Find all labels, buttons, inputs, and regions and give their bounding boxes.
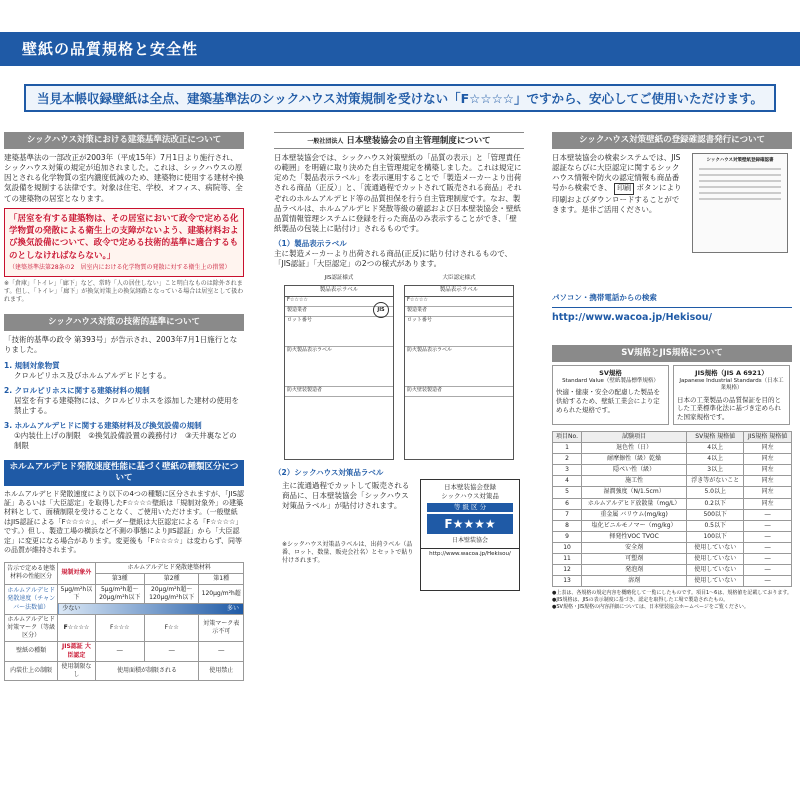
cell: 同左 <box>744 443 792 454</box>
registration-area <box>552 153 792 257</box>
mark-cell: F☆☆☆ <box>95 615 144 642</box>
table-corner: 告示で定める建築材料の性能区分 <box>5 562 58 584</box>
cell: 施工性 <box>582 476 687 487</box>
regulation-item <box>4 386 244 416</box>
table-col-excluded: 規制対象外 <box>58 562 95 584</box>
registration-doc-image <box>692 153 788 253</box>
cell: 使用していない <box>687 576 744 587</box>
card-title: 製品表示ラベル <box>285 286 393 296</box>
cell: 使用していない <box>687 553 744 564</box>
cell: 4以上 <box>687 443 744 454</box>
table-row <box>5 642 244 661</box>
table-row <box>553 553 792 564</box>
table-row <box>553 465 792 476</box>
row-label-type: 壁紙の種類 <box>5 642 58 661</box>
classification-table <box>4 562 244 681</box>
classification-body: ホルムアルデヒド発散速度により以下の4つの種類に区分されますが、「JIS認証」あるいは「大臣認定」を取得したF☆☆☆☆壁紙は「規制対象外」の建築材料として、面積制限を受けることなく、ご使用いただけます。（一般壁紙はJIS認証による「F☆☆☆☆」、ボーダー壁紙は大臣認定による「F☆☆☆☆」です。）但し、製造工場の横浜など不測の事態によりJIS認証」から「大臣認定」に変更になる場合があります。変更後も「F☆☆☆☆」は変わらず、同等の品質が維持されます。 <box>4 489 244 555</box>
sv-jis-table <box>552 431 792 587</box>
cell: 耐摩擦性（級）乾燥 <box>582 454 687 465</box>
card-row: 製造業者 <box>285 307 393 317</box>
jis-box <box>673 365 790 425</box>
mark-cell: F☆☆☆☆ <box>58 615 95 642</box>
type-cell: ― <box>144 642 198 661</box>
regulation-item-body: クロルピリホス及びホルムアルデヒドとする。 <box>14 370 171 380</box>
card-row: 防火壁装製造者 <box>405 387 513 397</box>
right-column <box>552 132 792 611</box>
search-label: パソコン・携帯電話からの検索 <box>552 293 657 302</box>
regulation-item <box>4 421 244 451</box>
table-row <box>553 520 792 531</box>
search-url-link[interactable]: http://www.wacoa.jp/Hekisou/ <box>552 312 712 324</box>
less-label: 少ない <box>62 605 81 613</box>
jis-sub: Japanese Industrial Standards（日本工業規格） <box>679 377 784 392</box>
regulation-item-body: 居室を有する建築物には、クロルピリホスを添加した建材の使用を禁止する。 <box>14 395 239 415</box>
sv-sub: Standard Value（壁紙製品標準規格） <box>562 377 659 384</box>
cell: ― <box>744 576 792 587</box>
mark-cell: F☆☆ <box>144 615 198 642</box>
doc-title: シックハウス対策壁紙登録確認書 <box>706 158 774 163</box>
table-row <box>553 509 792 520</box>
table-row <box>553 443 792 454</box>
table-col-class2: 第2種 <box>144 573 198 584</box>
table-row <box>553 476 792 487</box>
regulation-item-title: 3. ホルムアルデヒドに関する建築材料及び換気設備の規制 <box>4 421 202 431</box>
sv-head: SV規格 <box>599 368 622 377</box>
regulation-item <box>4 361 244 381</box>
cell: 塩化ビニルモノマー（mg/kg） <box>582 520 687 531</box>
note-line: ●上表は、各規格の規定内容を概略化して一覧にしたものです。項目1～6は、規格値を記載しております。 <box>552 590 792 597</box>
table-row <box>553 454 792 465</box>
rate-cell: 5μg/m²h超～20μg/m²h以下 <box>95 584 144 603</box>
cell: ― <box>744 553 792 564</box>
card-row: 防火製品表示ラベル <box>405 347 513 387</box>
sickhouse-label-sample <box>420 479 520 591</box>
cell: 4以上 <box>687 454 744 465</box>
table-row <box>553 576 792 587</box>
cell: 3以上 <box>687 465 744 476</box>
rate-cell: 20μg/m²h超～120μg/m²h以下 <box>144 584 198 603</box>
row-label-mark: ホルムアルデヒド対策マーク（等級区分） <box>5 615 58 642</box>
section-law-revision-title: シックハウス対策における建築基準法改正について <box>4 132 244 149</box>
sickhouse-label-body: 主に流通過程でカットして販売される商品に、日本壁装協会「シックハウス対策品ラベル」が貼付けされます。 <box>282 480 410 510</box>
type-cell: ― <box>199 642 244 661</box>
regulation-item-title: 1. 規制対象物質 <box>4 360 60 370</box>
cell: 11 <box>553 553 582 564</box>
cell: 安全剤 <box>582 542 687 553</box>
type-cell: JIS認証 大臣認定 <box>58 642 95 661</box>
table-row <box>553 498 792 509</box>
cell: 100以下 <box>687 531 744 542</box>
card-row: ロット番号 <box>405 317 513 347</box>
mark-cell: 対策マーク表示不可 <box>199 615 244 642</box>
th-sv: SV規格 規格値 <box>687 431 744 442</box>
jis-body: 日本の工業製品の品質保証を目的とした工業標準化法に基づき定められた国家規格です。 <box>677 395 781 422</box>
section-registration-title: シックハウス対策壁紙の登録確認書発行について <box>552 132 792 149</box>
banner-text: 当見本帳収録壁紙は全点、建築基準法のシックハウス対策規制を受けない「F☆☆☆☆」ですから、安心してご使用いただけます。 <box>37 91 763 106</box>
section-sv-jis-title: SV規格とJIS規格について <box>552 345 792 362</box>
section-classification-title: ホルムアルデヒド発散速度性能に基づく壁紙の種類区分について <box>4 460 244 486</box>
page-title-bar <box>0 32 800 66</box>
cell: 7 <box>553 509 582 520</box>
law-revision-body: 建築基準法の一部改正が2003年（平成15年）7月1日より施行され、シックハウス対策の規定が追加されました。これは、シックハウスの原因とされる化学物質の室内濃度低減のため、建築物に使用する建材や換気設備を規制する法律です。対象は住宅、学校、オフィス、病院等、全ての建築物の居室となります。 <box>4 153 244 203</box>
row-label-rate: ホルムアルデヒド発散速度（チャンバー法数値） <box>5 584 58 614</box>
sickhouse-label-note: ※シックハウス対策品ラベルは、出荷ラベル（品番、ロット、数量、販売会社名）とセットで貼り付けされます。 <box>282 540 414 564</box>
cell: 使用していない <box>687 565 744 576</box>
table-row <box>5 615 244 642</box>
law-quote-note: （建築基準法第28条の2 居室内における化学物質の発散に対する衛生上の措置） <box>9 263 231 271</box>
org-type: 一般社団法人 <box>307 138 344 145</box>
cell: 8 <box>553 520 582 531</box>
cell: ― <box>744 565 792 576</box>
sick-label-grade: F★★★★ <box>427 514 513 534</box>
registration-body <box>552 153 684 215</box>
safety-banner <box>24 84 776 112</box>
doc-line <box>699 174 781 176</box>
cell: ― <box>744 531 792 542</box>
cell: 5.0以上 <box>687 487 744 498</box>
sick-label-line1: 日本壁装協会登録 <box>444 482 496 491</box>
card-row: ロット番号 <box>285 317 393 347</box>
cell: 1 <box>553 443 582 454</box>
cell: 同左 <box>744 465 792 476</box>
minister-label-card <box>404 285 514 460</box>
cell: 12 <box>553 565 582 576</box>
table-row <box>553 565 792 576</box>
table-row <box>553 542 792 553</box>
th-item: 試験項目 <box>582 431 687 442</box>
jis-head: JIS規格（JIS A 6921） <box>695 368 768 377</box>
rate-arrow <box>58 604 244 615</box>
sick-label-url: http://www.wacoa.jp/Hekisou/ <box>421 548 519 558</box>
note-line: ●JIS規格は、JISの表示制度に基づき、認定を取得した工場で製造されたもの。 <box>552 597 729 603</box>
cell: 同左 <box>744 487 792 498</box>
card-row: 防火壁装製造者 <box>285 387 393 397</box>
use-cell: 使用面積が制限される <box>95 661 199 680</box>
regulation-item-title: 2. クロルピリホスに関する建築材料の規制 <box>4 385 150 395</box>
cell: ― <box>744 542 792 553</box>
table-row <box>5 584 244 603</box>
cell: 揮発性VOC TVOC <box>582 531 687 542</box>
registration-body-a: 日本壁装協会の検索システムでは、JIS認証ならびに大臣認定に関するシックハウス情報や防火の認定情報も商品番号から検索でき、 <box>552 153 681 193</box>
label-samples <box>274 275 524 460</box>
card-row: 製造業者 <box>405 307 513 317</box>
cell: ― <box>744 520 792 531</box>
cell: ― <box>744 509 792 520</box>
sv-body: 快適・健康・安全の配慮した製品を供給するため、壁紙工業会により定められた規格です。 <box>556 388 660 414</box>
rate-cell: 120μg/m²h超 <box>199 584 244 603</box>
sick-label-assoc: 日本壁装協会 <box>451 536 488 544</box>
cell: 同左 <box>744 454 792 465</box>
cell: 使用していない <box>687 542 744 553</box>
more-label: 多い <box>226 605 239 613</box>
cell: 湿潤強度（N/1.5cm） <box>582 487 687 498</box>
cell: ホルムアルデヒド放散量（mg/L） <box>582 498 687 509</box>
th-no: 項目No. <box>553 431 582 442</box>
card-title: 製品表示ラベル <box>405 286 513 296</box>
sv-jis-desc <box>552 365 792 427</box>
card-row: F☆☆☆☆ <box>285 297 393 307</box>
cell: 可塑剤 <box>582 553 687 564</box>
type-cell: ― <box>95 642 144 661</box>
table-row <box>553 487 792 498</box>
doc-line <box>699 180 781 182</box>
product-label-title: （1）製品表示ラベル <box>274 239 347 248</box>
cell: 4 <box>553 476 582 487</box>
self-management-title: 日本壁装協会の自主管理制度について <box>346 136 491 146</box>
doc-line <box>699 186 781 188</box>
cell: 0.5以下 <box>687 520 744 531</box>
table-notes <box>552 590 792 610</box>
product-label-body: 主に製造メーカーより出荷される商品(正反)に貼り付けされるもので、「JIS認証」「大臣認定」の2つの様式があります。 <box>274 249 513 269</box>
law-quote-text: 「居室を有する建築物は、その居室において政令で定める化学物質の発散による衛生上の支障がないよう、建築材料および換気設備について、政令で定める技術的基準に適合するものとしなければならない。」 <box>9 213 239 261</box>
cell: 10 <box>553 542 582 553</box>
table-header-row <box>553 431 792 442</box>
note-line: ●SV規格・JIS規格の内容詳細については、日本壁装協会ホームページをご覧ください。 <box>552 603 749 610</box>
jis-label-card <box>284 285 394 460</box>
cell: 同左 <box>744 476 792 487</box>
section-technical-standard-title: シックハウス対策の技術的基準について <box>4 314 244 331</box>
table-col-class3: 第3種 <box>95 573 144 584</box>
th-jis: JIS規格 規格値 <box>744 431 792 442</box>
card-row: F☆☆☆☆ <box>405 297 513 307</box>
cell: 13 <box>553 576 582 587</box>
cell: 発泡剤 <box>582 565 687 576</box>
cell: 2 <box>553 454 582 465</box>
registration-body-b: ボタンにより印刷およびダウンロードすることができます。是非ご活用ください。 <box>552 183 682 214</box>
table-row <box>5 661 244 680</box>
cell: 隠ぺい性（級） <box>582 465 687 476</box>
cell: 0.2以下 <box>687 498 744 509</box>
sick-label-line2: シックハウス対策品 <box>441 492 499 501</box>
self-management-body: 日本壁装協会では、シックハウス対策壁紙の「品質の表示」と「管理責任の範囲」を明確に取り決めた自主管理規定を構築しました。これは規定に定めた「製品表示ラベル」を表示運用することで「製造メーカーより出荷される商品（正反）」と、「流通過程でカットされて販売される商品」それぞれのホルムアルデヒド等の品質担保を行う自主管理制度です。なお、製品ラベルは、ホルムアルデヒド発散等級の確認および日本壁装協会・壁紙品質情報管理システムに登録を行った商品のみ表示することができ、「壁紙製品の包装上に貼付け」されるものです。 <box>274 153 522 233</box>
left-column <box>4 132 244 681</box>
cell: 退色性（日） <box>582 443 687 454</box>
sick-label-band: 等 級 区 分 <box>427 503 513 512</box>
sv-box <box>552 365 669 425</box>
table-col-group: ホルムアルデヒド発散建築材料 <box>95 562 244 573</box>
middle-column <box>274 132 524 599</box>
jis-mark-icon: JIS <box>373 302 389 318</box>
cell: 溶剤 <box>582 576 687 587</box>
card1-caption: JIS認証様式 <box>324 275 354 282</box>
print-button[interactable]: 印刷 <box>614 183 634 194</box>
cell: 浮き等がないこと <box>687 476 744 487</box>
rate-cell: 5μg/m²h以下 <box>58 584 95 603</box>
doc-line <box>699 192 781 194</box>
cell: 重金属 バリウム(mg/kg) <box>582 509 687 520</box>
cell: 500以下 <box>687 509 744 520</box>
doc-line <box>699 168 781 170</box>
sickhouse-label-title: （2）シックハウス対策品ラベル <box>274 468 384 478</box>
use-cell: 使用禁止 <box>199 661 244 680</box>
use-cell: 使用制限なし <box>58 661 95 680</box>
table-row <box>553 531 792 542</box>
table-col-class1: 第1種 <box>199 573 244 584</box>
cell: 9 <box>553 531 582 542</box>
sickhouse-label-area <box>274 479 524 599</box>
cell: 同左 <box>744 498 792 509</box>
url-row <box>552 307 792 325</box>
exclusion-note: ※「倉庫」「トイレ」「廊下」など、常時「人の居住しない」こと明白なものは除外されます。但し、「トイレ」「廊下」が換気対策上の換気経路となっている場合は居室として扱われます。 <box>4 279 244 304</box>
card-row: 防火製品表示ラベル <box>285 347 393 387</box>
page-title: 壁紙の品質規格と安全性 <box>22 40 199 58</box>
cell: 6 <box>553 498 582 509</box>
law-quote-box <box>4 208 244 277</box>
card2-caption: 大臣認定様式 <box>442 275 476 282</box>
technical-standard-body: 「技術的基準の政令 第393号」が告示され、2003年7月1日施行となりました。 <box>4 335 238 355</box>
doc-line <box>699 198 781 200</box>
row-label-use: 内装仕上の制限 <box>5 661 58 680</box>
section-self-management-title <box>274 132 524 149</box>
cell: 5 <box>553 487 582 498</box>
regulation-item-body: ①内装仕上げの制限 ②換気設備設置の義務付け ③天井裏などの制限 <box>14 431 237 451</box>
cell: 3 <box>553 465 582 476</box>
